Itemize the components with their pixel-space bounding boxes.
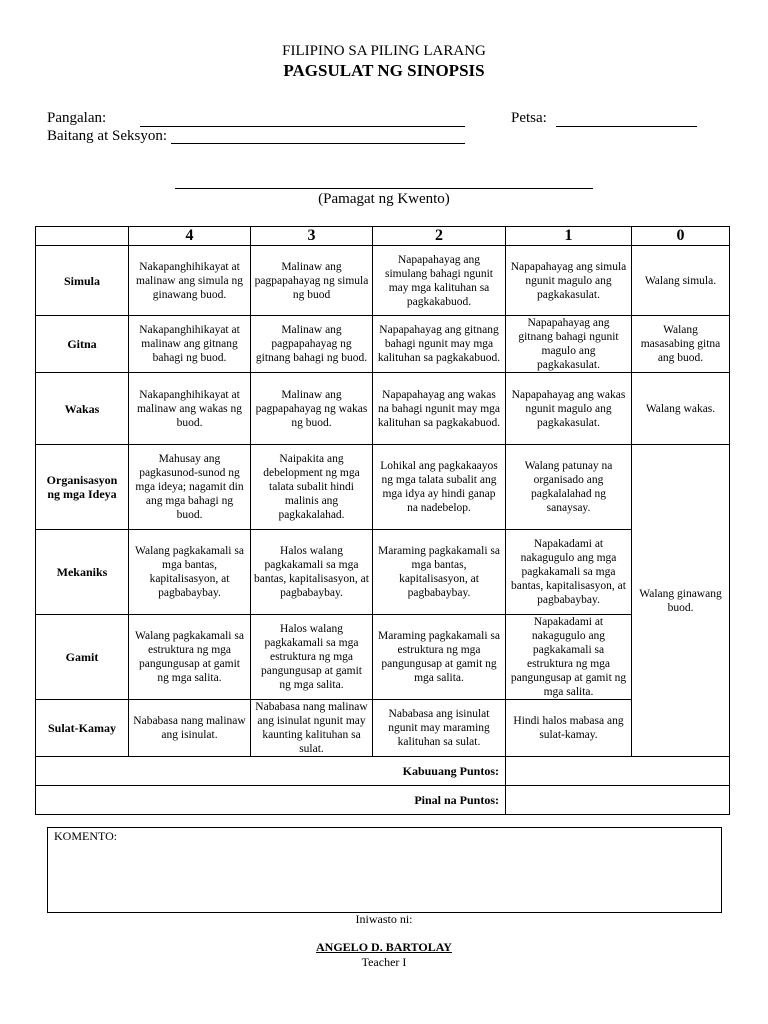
rubric-cell: Nababasa nang malinaw ang isinulat ngunit may kaunting kalituhan sa sulat. xyxy=(251,700,373,757)
rubric-cell: Nakapanghihikayat at malinaw ang wakas ng buod. xyxy=(129,373,251,445)
story-title-line[interactable] xyxy=(175,188,593,189)
total-points-label: Kabuuang Puntos: xyxy=(36,757,506,786)
rubric-cell: Napapahayag ang wakas na bahagi ngunit may mga kalituhan sa pagkakabuod. xyxy=(373,373,506,445)
komento-label: KOMENTO: xyxy=(54,829,118,843)
rubric-cell: Napapahayag ang wakas ngunit magulo ang pagkakasulat. xyxy=(506,373,632,445)
criterion-label: Sulat-Kamay xyxy=(36,700,129,757)
date-label: Petsa: xyxy=(511,110,547,126)
teacher-name: ANGELO D. BARTOLAY xyxy=(316,940,452,954)
rubric-cell: Napapahayag ang simula ngunit magulo ang pagkakasulat. xyxy=(506,246,632,316)
rubric-cell: Hindi halos mabasa ang sulat-kamay. xyxy=(506,700,632,757)
score-0-header: 0 xyxy=(632,227,730,246)
rubric-cell: Halos walang pagkakamali sa mga estruktura ng mga pangungusap at gamit ng mga salita. xyxy=(251,615,373,700)
rubric-cell: Halos walang pagkakamali sa mga bantas, kapitalisasyon, at pagbabaybay. xyxy=(251,530,373,615)
rubric-row-sulat-kamay xyxy=(36,700,730,757)
story-title-caption: (Pamagat ng Kwento) xyxy=(318,191,450,207)
rubric-cell: Maraming pagkakamali sa mga bantas, kapitalisasyon, at pagbabaybay. xyxy=(373,530,506,615)
rubric-cell: Napapahayag ang simulang bahagi ngunit may mga kalituhan sa pagkakabuod. xyxy=(373,246,506,316)
rubric-row-mekaniks xyxy=(36,530,730,615)
rubric-cell: Napakadami at nakagugulo ang pagkakamali sa estruktura ng mga pangungusap at gamit ng mga salita. xyxy=(506,615,632,700)
rubric-cell: Malinaw ang pagpapahayag ng simula ng buod xyxy=(251,246,373,316)
rubric-cell: Malinaw ang pagpapahayag ng wakas ng buod. xyxy=(251,373,373,445)
name-label: Pangalan: xyxy=(47,110,107,126)
rubric-row-gamit xyxy=(36,615,730,700)
rubric-cell: Malinaw ang pagpapahayag ng gitnang bahagi ng buod. xyxy=(251,316,373,373)
subject-heading: FILIPINO SA PILING LARANG xyxy=(282,43,486,59)
rubric-cell: Napapahayag ang gitnang bahagi ngunit may mga kalituhan sa pagkakabuod. xyxy=(373,316,506,373)
score-3-header: 3 xyxy=(251,227,373,246)
rubric-cell: Maraming pagkakamali sa estruktura ng mga pangungusap at gamit ng mga salita. xyxy=(373,615,506,700)
rubric-table xyxy=(35,226,730,815)
criterion-label: Gitna xyxy=(36,316,129,373)
header-corner-cell xyxy=(36,227,129,246)
section-field-line[interactable] xyxy=(171,143,465,144)
komento-box[interactable] xyxy=(47,827,722,913)
rubric-cell: Nababasa ang isinulat ngunit may maraming kalituhan sa sulat. xyxy=(373,700,506,757)
teacher-position: Teacher I xyxy=(361,955,407,969)
merged-zero-cell: Walang ginawang buod. xyxy=(632,445,730,757)
criterion-label: Mekaniks xyxy=(36,530,129,615)
document-title: PAGSULAT NG SINOPSIS xyxy=(283,61,485,80)
rubric-row-gitna xyxy=(36,316,730,373)
rubric-cell: Napakadami at nakagugulo ang mga pagkakamali sa mga bantas, kapitalisasyon, at pagbabaybay. xyxy=(506,530,632,615)
final-points-row xyxy=(36,786,730,815)
rubric-row-simula xyxy=(36,246,730,316)
score-2-header: 2 xyxy=(373,227,506,246)
score-1-header: 1 xyxy=(506,227,632,246)
rubric-row-wakas xyxy=(36,373,730,445)
rubric-row-organisasyon xyxy=(36,445,730,530)
rubric-cell: Nababasa nang malinaw ang isinulat. xyxy=(129,700,251,757)
rubric-cell: Walang patunay na organisado ang pagkalalahad ng sanaysay. xyxy=(506,445,632,530)
rubric-cell: Walang masasabing gitna ang buod. xyxy=(632,316,730,373)
rubric-cell: Nakapanghihikayat at malinaw ang simula ng ginawang buod. xyxy=(129,246,251,316)
rubric-cell: Walang simula. xyxy=(632,246,730,316)
final-points-field[interactable] xyxy=(506,786,730,815)
rubric-cell: Mahusay ang pagkasunod-sunod ng mga ideya; nagamit din ang mga bahagi ng buod. xyxy=(129,445,251,530)
rubric-cell: Lohikal ang pagkakaayos ng mga talata subalit ang mga idya ay hindi ganap na nadebelop. xyxy=(373,445,506,530)
section-label: Baitang at Seksyon: xyxy=(47,128,167,144)
criterion-label: Gamit xyxy=(36,615,129,700)
rubric-cell: Walang pagkakamali sa mga bantas, kapitalisasyon, at pagbabaybay. xyxy=(129,530,251,615)
rubric-cell: Walang pagkakamali sa estruktura ng mga pangungusap at gamit ng mga salita. xyxy=(129,615,251,700)
criterion-label: Organisasyon ng mga Ideya xyxy=(36,445,129,530)
score-4-header: 4 xyxy=(129,227,251,246)
final-points-label: Pinal na Puntos: xyxy=(36,786,506,815)
score-header-row xyxy=(36,227,730,246)
rubric-cell: Nakapanghihikayat at malinaw ang gitnang bahagi ng buod. xyxy=(129,316,251,373)
criterion-label: Simula xyxy=(36,246,129,316)
rubric-cell: Naipakita ang debelopment ng mga talata subalit hindi malinis ang pagkakalahad. xyxy=(251,445,373,530)
date-field-line[interactable] xyxy=(556,126,697,127)
total-points-row xyxy=(36,757,730,786)
total-points-field[interactable] xyxy=(506,757,730,786)
rubric-cell: Napapahayag ang gitnang bahagi ngunit magulo ang pagkakasulat. xyxy=(506,316,632,373)
name-field-line[interactable] xyxy=(140,126,465,127)
checked-by-label: Iniwasto ni: xyxy=(355,912,413,926)
criterion-label: Wakas xyxy=(36,373,129,445)
rubric-cell: Walang wakas. xyxy=(632,373,730,445)
